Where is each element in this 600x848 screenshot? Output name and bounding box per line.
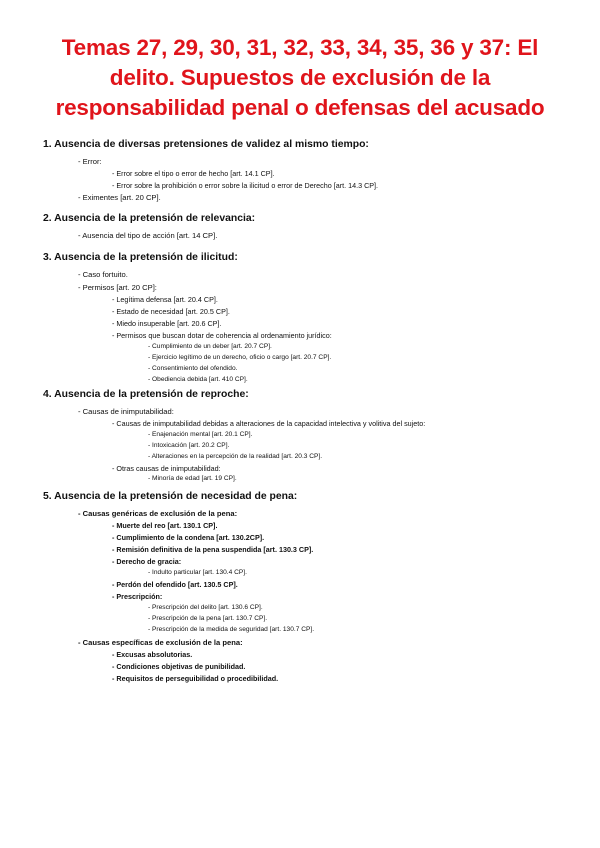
list-item-eximentes: - Eximentes [art. 20 CP].: [78, 193, 161, 202]
list-item: - Alteraciones en la percepción de la realidad [art. 20.3 CP].: [148, 453, 323, 460]
section-1-heading: 1. Ausencia de diversas pretensiones de validez al mismo tiempo:: [43, 139, 369, 150]
list-item: - Miedo insuperable [art. 20.6 CP].: [112, 319, 222, 328]
list-item: - Indulto particular [art. 130.4 CP].: [148, 569, 247, 576]
title-line-2: delito. Supuestos de exclusión de la: [109, 65, 491, 90]
list-item: - Permisos que buscan dotar de coherencia al ordenamiento jurídico:: [112, 331, 332, 340]
list-item-permisos: - Permisos [art. 20 CP]:: [78, 283, 157, 292]
section-4-heading: 4. Ausencia de la pretensión de reproche:: [43, 389, 249, 400]
list-item: - Remisión definitiva de la pena suspendida [art. 130.3 CP].: [112, 545, 314, 554]
list-item: - Condiciones objetivas de punibilidad.: [112, 662, 246, 671]
list-item: - Intoxicación [art. 20.2 CP].: [148, 442, 230, 449]
list-item-caso-fortuito: - Caso fortuito.: [78, 270, 128, 279]
list-item-genericas: - Causas genéricas de exclusión de la pena:: [78, 509, 238, 518]
list-item: - Minoría de edad [art. 19 CP].: [148, 475, 237, 482]
list-item-inimputabilidad: - Causas de inimputabilidad:: [78, 407, 174, 416]
list-item-error: - Error:: [78, 157, 102, 166]
title-line-1: Temas 27, 29, 30, 31, 32, 33, 34, 35, 36 y 37: El: [61, 35, 539, 60]
section-2-heading: 2. Ausencia de la pretensión de relevancia:: [43, 213, 256, 224]
section-3-heading: 3. Ausencia de la pretensión de ilicitud:: [43, 252, 238, 263]
section-5-heading: 5. Ausencia de la pretensión de necesidad de pena:: [43, 491, 298, 502]
list-item: - Obediencia debida [art. 410 CP].: [148, 376, 248, 383]
list-item: - Ejercicio legítimo de un derecho, oficio o cargo [art. 20.7 CP].: [148, 354, 332, 361]
document-title: [20, 33, 580, 123]
list-item: - Prescripción de la pena [art. 130.7 CP].: [148, 615, 268, 622]
list-item: - Error sobre el tipo o error de hecho [art. 14.1 CP].: [112, 169, 275, 178]
list-item: - Requisitos de perseguibilidad o procedibilidad.: [112, 674, 279, 683]
list-item: - Cumplimiento de la condena [art. 130.2CP].: [112, 533, 265, 542]
list-item: - Otras causas de inimputabilidad:: [112, 464, 221, 473]
list-item-especificas: - Causas específicas de exclusión de la pena:: [78, 638, 243, 647]
list-item: - Estado de necesidad [art. 20.5 CP].: [112, 307, 230, 316]
list-item: - Error sobre la prohibición o error sobre la ilicitud o error de Derecho [art. 14.3 CP].: [112, 181, 379, 190]
list-item: - Prescripción de la medida de seguridad [art. 130.7 CP].: [148, 626, 315, 633]
list-item: - Consentimiento del ofendido.: [148, 365, 238, 372]
list-item: - Muerte del reo [art. 130.1 CP].: [112, 521, 218, 530]
list-item: - Perdón del ofendido [art. 130.5 CP].: [112, 580, 238, 589]
list-item: - Enajenación mental [art. 20.1 CP].: [148, 431, 253, 438]
list-item: - Ausencia del tipo de acción [art. 14 CP].: [78, 231, 218, 240]
list-item: - Cumplimiento de un deber [art. 20.7 CP].: [148, 343, 272, 350]
list-item: - Derecho de gracia:: [112, 557, 182, 566]
list-item: - Legítima defensa [art. 20.4 CP].: [112, 295, 218, 304]
title-line-3: responsabilidad penal o defensas del acusado: [55, 95, 545, 120]
list-item: - Excusas absolutorias.: [112, 650, 193, 659]
list-item: - Prescripción:: [112, 592, 163, 601]
list-item: - Prescripción del delito [art. 130.6 CP].: [148, 604, 263, 611]
list-item: - Causas de inimputabilidad debidas a alteraciones de la capacidad intelectiva y volitiva del sujeto:: [112, 419, 426, 428]
